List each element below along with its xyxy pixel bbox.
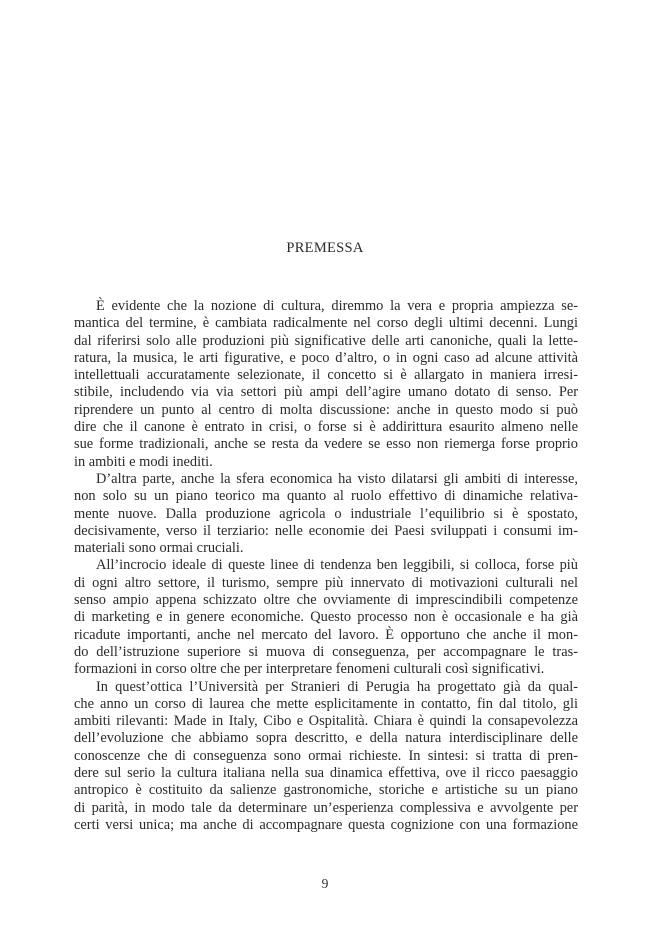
text-line: All’incrocio ideale di queste linee di tendenza ben leggibili, si colloca, forse più bbox=[96, 557, 578, 574]
text-line: sue forme tradizionali, anche se resta da vedere se esso non riemerga forse proprio bbox=[74, 436, 578, 453]
text-line: riprendere un punto al centro di molta discussione: anche in questo modo si può bbox=[74, 401, 578, 418]
text-line: dere sul serio la cultura italiana nella sua dinamica effettiva, ove il ricco paesaggio bbox=[74, 765, 578, 782]
text-line: do dell’istruzione superiore si muova di conseguenza, per accompagnare le tras- bbox=[74, 643, 578, 660]
text-line: che anno un corso di laurea che mette esplicitamente in contatto, fin dal titolo, gli bbox=[74, 695, 578, 712]
page-number: 9 bbox=[321, 876, 329, 891]
text-line: In quest’ottica l’Università per Stranieri di Perugia ha progettato già da qual- bbox=[96, 678, 578, 695]
body-text bbox=[74, 298, 578, 834]
text-line: non solo su un piano teorico ma quanto al ruolo effettivo di dinamiche relativa- bbox=[74, 488, 578, 505]
text-line: intellettuali accuratamente selezionate, il concetto si è allargato in maniera irresi- bbox=[74, 367, 578, 384]
text-line: mantica del termine, è cambiata radicalmente nel corso degli ultimi decenni. Lungi bbox=[74, 315, 578, 332]
text-line: in ambiti e modi inediti. bbox=[74, 453, 213, 470]
text-line: È evidente che la nozione di cultura, diremmo la vera e propria ampiezza se- bbox=[96, 298, 578, 314]
text-line: decisivamente, verso il terziario: nelle economie dei Paesi sviluppati i consumi im- bbox=[74, 522, 578, 539]
text-line: conoscenze che di conseguenza sono ormai richieste. In sintesi: si tratta di pren- bbox=[74, 747, 578, 764]
text-line: certi versi unica; ma anche di accompagnare questa cognizione con una formazione bbox=[74, 816, 578, 833]
text-line: di ogni altro settore, il turismo, sempre più innervato di motivazioni culturali nel bbox=[74, 574, 578, 591]
text-line: ricadute importanti, anche nel mercato del lavoro. È opportuno che anche il mon- bbox=[74, 626, 578, 643]
text-line: dell’evoluzione che abbiamo sopra descritto, e della natura interdisciplinare delle bbox=[74, 730, 578, 747]
text-line: dire che il canone è entrato in crisi, o forse si è addirittura esaurito almeno nelle bbox=[74, 419, 578, 436]
text-line: D’altra parte, anche la sfera economica ha visto dilatarsi gli ambiti di interesse, bbox=[96, 470, 578, 487]
text-line: dal riferirsi solo alle produzioni più significative delle arti canoniche, quali la lette- bbox=[74, 332, 578, 349]
text-line: antropico è costituito da salienze gastronomiche, storiche e artistiche su un piano bbox=[74, 782, 578, 799]
text-line: di parità, in modo tale da determinare un’esperienza complessiva e avvolgente per bbox=[74, 799, 578, 816]
text-line: materiali sono ormai cruciali. bbox=[74, 540, 244, 557]
text-line: di marketing e in genere economiche. Questo processo non è occasionale e ha già bbox=[74, 609, 578, 626]
text-line: senso ampio appena schizzato oltre che ovviamente di imprescindibili competenze bbox=[74, 592, 578, 609]
chapter-title: PREMESSA bbox=[286, 240, 364, 256]
text-line: ambiti rilevanti: Made in Italy, Cibo e Ospitalità. Chiara è quindi la consapevolezza bbox=[74, 713, 578, 730]
text-line: formazioni in corso oltre che per interpretare fenomeni culturali così significativi. bbox=[74, 661, 545, 678]
text-line: mente nuove. Dalla produzione agricola o industriale l’equilibrio si è spostato, bbox=[74, 505, 578, 522]
text-line: stibile, includendo via via settori più ampi dell’agire umano dotato di senso. Per bbox=[74, 384, 578, 401]
text-line: ratura, la musica, le arti figurative, e poco d’altro, o in ogni caso ad alcune attività bbox=[74, 349, 578, 366]
